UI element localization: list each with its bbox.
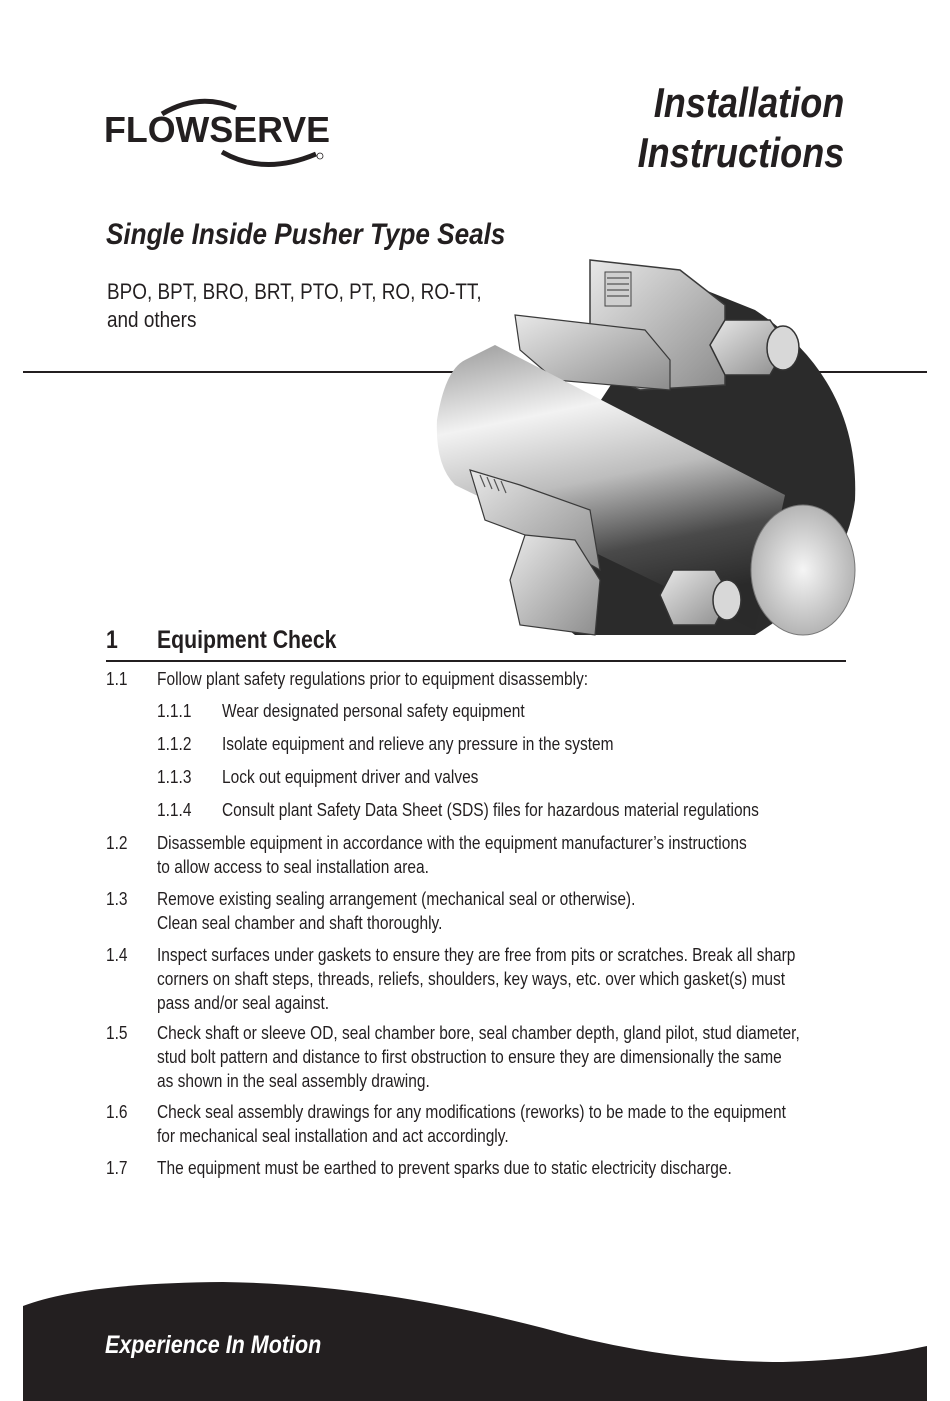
registered-mark-icon [317,153,323,159]
item-number: 1.1.2 [157,734,192,754]
item-number: 1.1 [106,669,128,689]
seal-illustration [425,250,875,645]
item-text: Check shaft or sleeve OD, seal chamber bore, seal chamber depth, gland pilot, stud diameter, stud bolt pattern and distance to first obstruction to ensure they are dimensionally the same as shown in the seal assembly drawing. [157,1023,800,1091]
item-text: Lock out equipment driver and valves [222,767,479,787]
lower-bolt-end [713,580,741,620]
item-text: Consult plant Safety Data Sheet (SDS) files for hazardous material regulations [222,800,759,820]
document-title-line-1: Installation [653,79,844,126]
item-number: 1.1.3 [157,767,192,787]
footer-tagline: Experience In Motion [105,1331,322,1359]
item-text: Wear designated personal safety equipment [222,701,525,721]
document-title-line-2: Instructions [637,129,844,176]
section-heading [106,626,846,662]
document-title [604,78,844,178]
item-number: 1.3 [106,889,128,909]
item-number: 1.2 [106,833,128,853]
logo-wordmark: FLOWSERVE [104,109,330,150]
item-number: 1.6 [106,1102,128,1122]
item-number: 1.5 [106,1023,128,1043]
section-number: 1 [106,626,118,654]
logo-bottom-arc [222,152,316,165]
upper-spring [605,272,631,306]
item-text: Inspect surfaces under gaskets to ensure they are free from pits or scratches. Break all sharp corners on shaft steps, threads, reliefs, shoulders, key ways, etc. over which gasket(s) must pass and/or seal against. [157,945,796,1013]
item-text: Isolate equipment and relieve any pressure in the system [222,734,614,754]
section-title: Equipment Check [157,626,337,654]
item-text: Remove existing sealing arrangement (mechanical seal or otherwise). Clean seal chamber and shaft thoroughly. [157,889,636,933]
flowserve-logo [104,94,334,174]
item-text: Disassemble equipment in accordance with the equipment manufacturer’s instructions to allow access to seal installation area. [157,833,747,877]
item-text: Check seal assembly drawings for any modifications (reworks) to be made to the equipment for mechanical seal installation and act accordingly. [157,1102,786,1146]
model-list-line-1: BPO, BPT, BRO, BRT, PTO, PT, RO, RO-TT, [107,279,482,304]
model-list-line-2: and others [107,307,197,332]
product-subtitle: Single Inside Pusher Type Seals [106,218,506,251]
item-text: The equipment must be earthed to prevent sparks due to static electricity discharge. [157,1158,732,1178]
upper-bolt-end [767,326,799,370]
item-number: 1.1.4 [157,800,192,820]
item-number: 1.1.1 [157,701,192,721]
item-number: 1.7 [106,1158,128,1178]
item-text: Follow plant safety regulations prior to equipment disassembly: [157,669,589,689]
item-number: 1.4 [106,945,128,965]
shaft-end-face [751,505,855,635]
